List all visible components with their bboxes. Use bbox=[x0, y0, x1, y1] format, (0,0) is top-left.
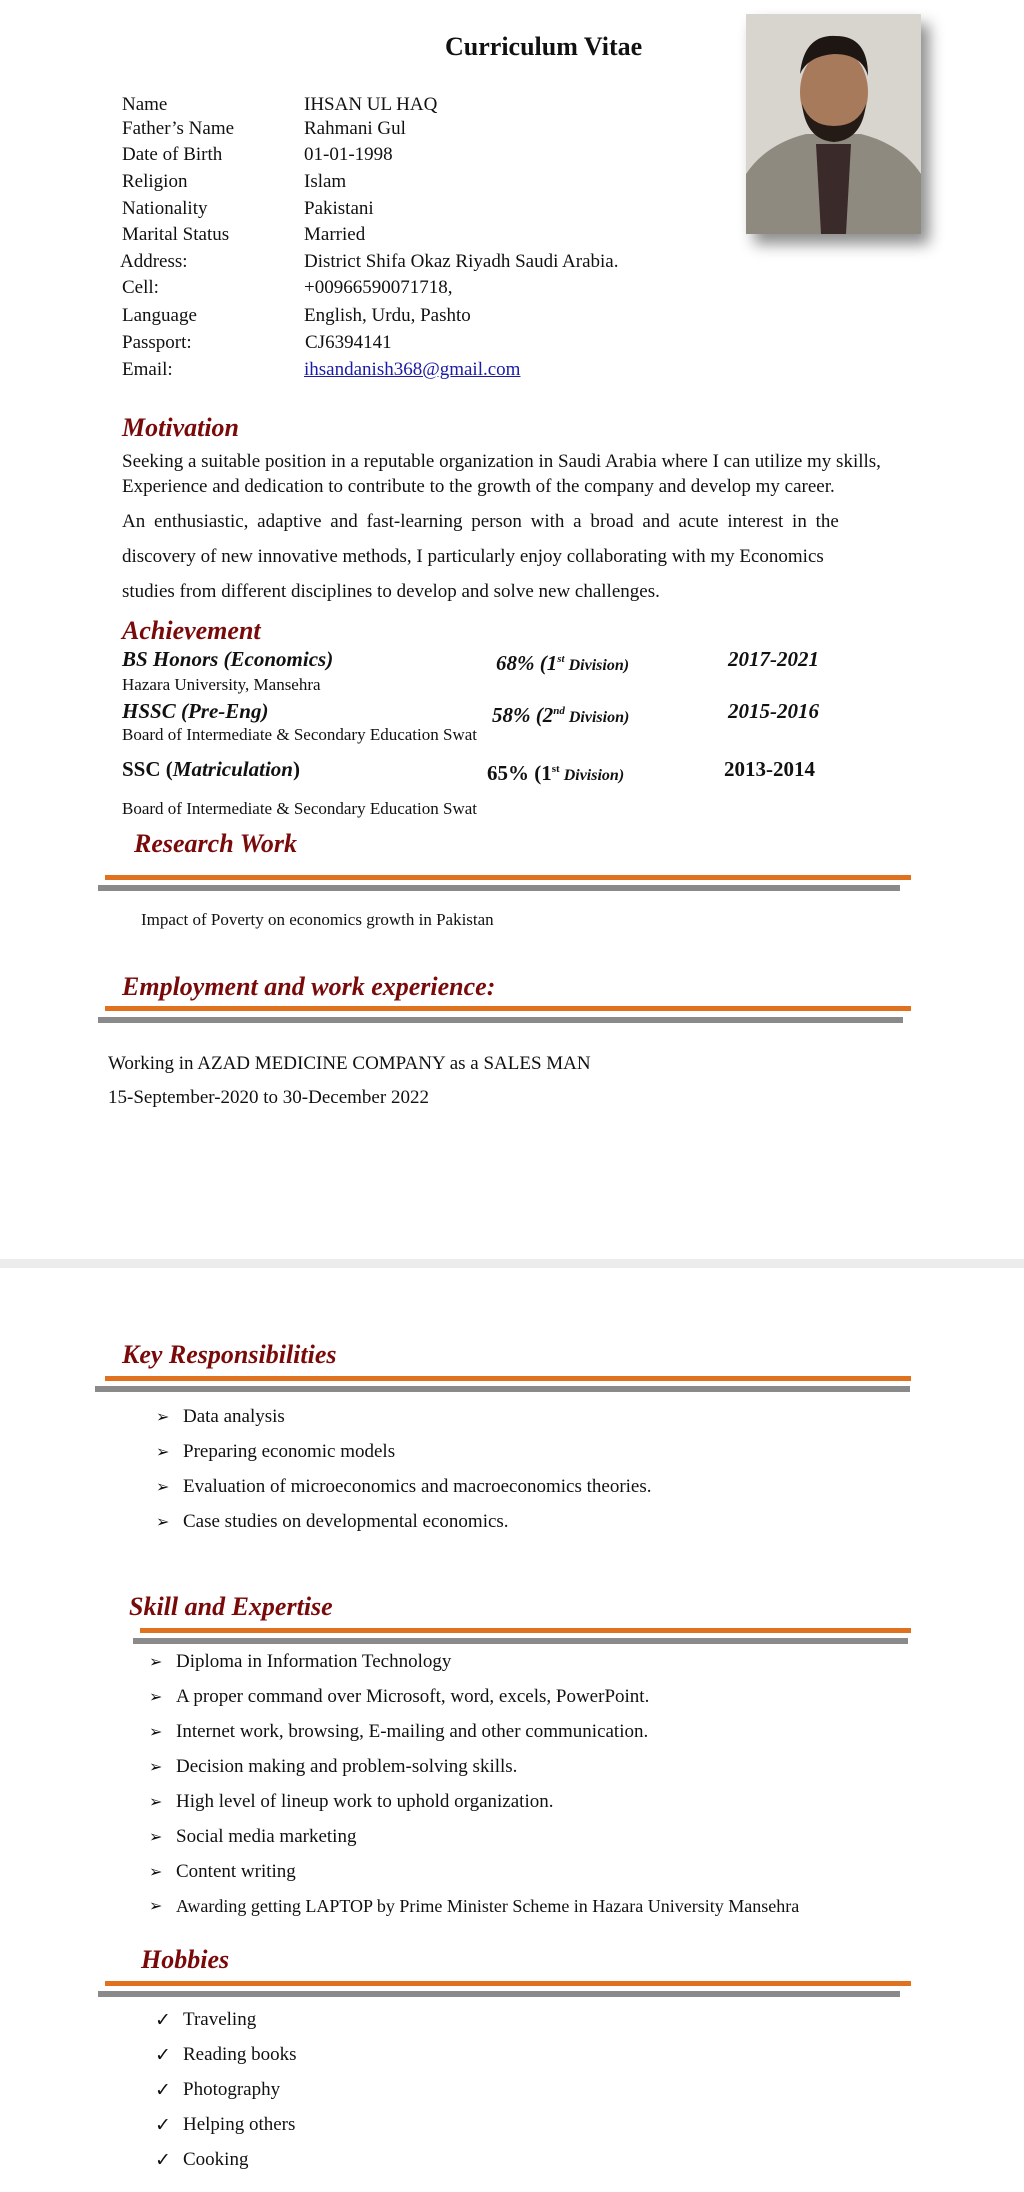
list-item: Content writing bbox=[176, 1861, 296, 1882]
list-item: Internet work, browsing, E-mailing and other communication. bbox=[176, 1721, 649, 1742]
list-item: Helping others bbox=[183, 2114, 296, 2135]
arrow-bullet-icon: ➢ bbox=[149, 1687, 163, 1706]
info-label: Language bbox=[122, 305, 197, 326]
list-item: High level of lineup work to uphold organization. bbox=[176, 1791, 554, 1812]
list-item: Decision making and problem-solving skills. bbox=[176, 1756, 518, 1777]
list-item: Reading books bbox=[183, 2044, 297, 2065]
degree-bs-grade bbox=[496, 647, 629, 678]
info-value-dob: 01-01-1998 bbox=[304, 144, 393, 165]
institution: Hazara University, Mansehra bbox=[122, 675, 321, 694]
degree-bs-years: 2017-2021 bbox=[728, 647, 819, 671]
institution: Board of Intermediate & Secondary Education Swat bbox=[122, 725, 477, 744]
check-icon: ✓ bbox=[155, 2079, 171, 2101]
info-label: Marital Status bbox=[122, 224, 230, 245]
orange-rule bbox=[140, 1628, 911, 1633]
orange-rule bbox=[105, 1376, 911, 1381]
grade-pct: 65% (1 bbox=[487, 761, 552, 785]
degree-ssc-years: 2013-2014 bbox=[724, 757, 815, 781]
info-label: Passport: bbox=[122, 332, 192, 353]
orange-rule bbox=[105, 1006, 911, 1011]
list-item: Evaluation of microeconomics and macroeconomics theories. bbox=[183, 1476, 652, 1497]
degree-ssc-grade bbox=[487, 757, 624, 788]
arrow-bullet-icon: ➢ bbox=[149, 1862, 163, 1881]
responsibilities-heading: Key Responsibilities bbox=[122, 1340, 337, 1369]
arrow-bullet-icon: ➢ bbox=[149, 1652, 163, 1671]
motivation-heading: Motivation bbox=[122, 413, 240, 442]
info-value-religion: Islam bbox=[304, 171, 347, 192]
grade-sup: st bbox=[557, 653, 565, 665]
list-item: Photography bbox=[183, 2079, 281, 2100]
profile-photo bbox=[746, 14, 921, 234]
list-item: Traveling bbox=[183, 2009, 257, 2030]
arrow-bullet-icon: ➢ bbox=[149, 1722, 163, 1741]
info-value-nationality: Pakistani bbox=[304, 198, 374, 219]
grade-div: Division) bbox=[564, 657, 630, 674]
person-photo-icon bbox=[746, 14, 921, 234]
check-icon: ✓ bbox=[155, 2149, 171, 2171]
orange-rule bbox=[105, 1981, 911, 1986]
arrow-bullet-icon: ➢ bbox=[149, 1757, 163, 1776]
arrow-bullet-icon: ➢ bbox=[156, 1512, 170, 1531]
research-heading: Research Work bbox=[134, 829, 297, 858]
arrow-bullet-icon: ➢ bbox=[156, 1407, 170, 1426]
check-icon: ✓ bbox=[155, 2009, 171, 2031]
email-link[interactable]: ihsandanish368@gmail.com bbox=[304, 359, 521, 380]
info-value-name: IHSAN UL HAQ bbox=[304, 94, 438, 115]
info-value-address: District Shifa Okaz Riyadh Saudi Arabia. bbox=[304, 251, 619, 272]
degree-hssc-grade bbox=[492, 699, 629, 730]
motivation-line: discovery of new innovative methods, I particularly enjoy collaborating with my Economics bbox=[122, 546, 824, 567]
list-item: Awarding getting LAPTOP by Prime Minister Scheme in Hazara University Mansehra bbox=[176, 1896, 800, 1916]
info-value-language: English, Urdu, Pashto bbox=[304, 305, 471, 326]
orange-rule bbox=[105, 875, 911, 880]
info-label: Date of Birth bbox=[122, 144, 223, 165]
employment-heading: Employment and work experience: bbox=[122, 972, 496, 1001]
info-label: Cell: bbox=[122, 277, 159, 298]
grade-sup: st bbox=[551, 763, 560, 775]
arrow-bullet-icon: ➢ bbox=[149, 1792, 163, 1811]
grade-div: Division) bbox=[564, 709, 630, 726]
employment-dates: 15-September-2020 to 30-December 2022 bbox=[108, 1087, 429, 1108]
grade-pct: 68% (1 bbox=[496, 651, 558, 675]
info-label: Nationality bbox=[122, 198, 208, 219]
skills-heading: Skill and Expertise bbox=[129, 1592, 333, 1621]
info-label: Father’s Name bbox=[122, 118, 235, 139]
achievement-heading: Achievement bbox=[122, 616, 261, 645]
motivation-line: studies from different disciplines to develop and solve new challenges. bbox=[122, 581, 660, 602]
grade-sup: nd bbox=[553, 705, 565, 717]
motivation-line: An enthusiastic, adaptive and fast-learning person with a broad and acute interest in the bbox=[122, 511, 839, 532]
list-item: Preparing economic models bbox=[183, 1441, 396, 1462]
info-label: Name bbox=[122, 94, 168, 115]
gray-rule bbox=[98, 1017, 903, 1023]
institution: Board of Intermediate & Secondary Education Swat bbox=[122, 799, 477, 818]
degree-ssc-a: SSC ( bbox=[122, 757, 173, 781]
arrow-bullet-icon: ➢ bbox=[149, 1896, 163, 1915]
info-value-father: Rahmani Gul bbox=[304, 118, 406, 139]
info-value-marital: Married bbox=[304, 224, 366, 245]
list-item: Data analysis bbox=[183, 1406, 285, 1427]
degree-ssc-c: ) bbox=[292, 757, 300, 781]
gray-rule bbox=[133, 1638, 908, 1644]
list-item: Diploma in Information Technology bbox=[176, 1651, 452, 1672]
info-label: Email: bbox=[122, 359, 173, 380]
page-break bbox=[0, 1259, 1024, 1268]
list-item: Cooking bbox=[183, 2149, 249, 2170]
gray-rule bbox=[95, 1386, 910, 1392]
degree-bs: BS Honors (Economics) bbox=[122, 647, 334, 671]
info-label: Address: bbox=[120, 251, 188, 272]
list-item: Social media marketing bbox=[176, 1826, 357, 1847]
check-icon: ✓ bbox=[155, 2044, 171, 2066]
check-icon: ✓ bbox=[155, 2114, 171, 2136]
arrow-bullet-icon: ➢ bbox=[156, 1442, 170, 1461]
degree-hssc: HSSC (Pre-Eng) bbox=[122, 699, 269, 723]
employment-line: Working in AZAD MEDICINE COMPANY as a SALES MAN bbox=[108, 1053, 591, 1074]
list-item: A proper command over Microsoft, word, excels, PowerPoint. bbox=[176, 1686, 650, 1707]
gray-rule bbox=[98, 1991, 900, 1997]
grade-div: Division) bbox=[559, 767, 625, 784]
list-item: Case studies on developmental economics. bbox=[183, 1511, 509, 1532]
arrow-bullet-icon: ➢ bbox=[149, 1827, 163, 1846]
gray-rule bbox=[98, 885, 900, 891]
research-text: Impact of Poverty on economics growth in Pakistan bbox=[141, 910, 494, 929]
info-value-cell: +00966590071718, bbox=[304, 277, 453, 298]
motivation-line: Seeking a suitable position in a reputable organization in Saudi Arabia where I can utilize my skills, bbox=[122, 451, 881, 472]
hobbies-heading: Hobbies bbox=[141, 1945, 230, 1974]
motivation-line: Experience and dedication to contribute to the growth of the company and develop my career. bbox=[122, 476, 835, 497]
degree-hssc-years: 2015-2016 bbox=[728, 699, 819, 723]
degree-ssc-b: Matriculation bbox=[172, 757, 293, 781]
grade-pct: 58% (2 bbox=[492, 703, 554, 727]
page-title: Curriculum Vitae bbox=[445, 32, 643, 61]
info-label: Religion bbox=[122, 171, 188, 192]
degree-ssc bbox=[122, 757, 300, 781]
arrow-bullet-icon: ➢ bbox=[156, 1477, 170, 1496]
info-value-passport: CJ6394141 bbox=[305, 332, 392, 353]
